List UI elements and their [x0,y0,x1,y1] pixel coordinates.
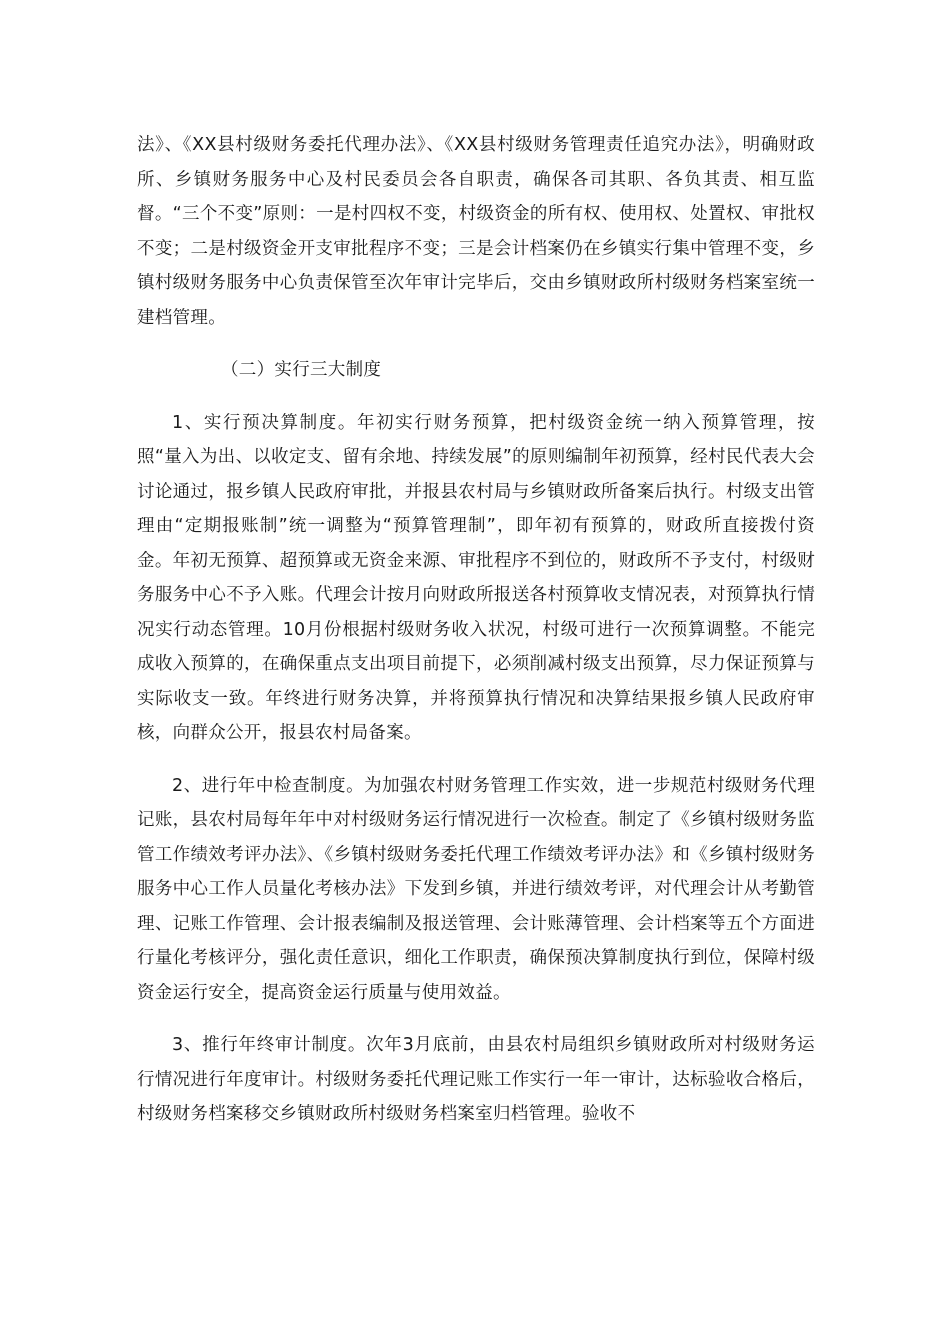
document-body [137,128,815,1150]
paragraph-yearend-audit: 3、推行年终审计制度。次年3月底前，由县农村局组织乡镇财政所对村级财务运行情况进行年度审计。村级财务委托代理记账工作实行一年一审计，达标验收合格后，村级财务档案移交乡镇财政所村级财务档案室归档管理。验收不 [137,1035,815,1124]
paragraph-midyear-inspection: 2、进行年中检查制度。为加强农村财务管理工作实效，进一步规范村级财务代理记账，县农村局每年年中对村级财务运行情况进行一次检查。制定了《乡镇村级财务监管工作绩效考评办法》、《乡镇村级财务委托代理工作绩效考评办法》和《乡镇村级财务服务中心工作人员量化考核办法》下发到乡镇，并进行绩效考评，对代理会计从考勤管理、记账工作管理、会计报表编制及报送管理、会计账薄管理、会计档案等五个方面进行量化考核评分，强化责任意识，细化工作职责，确保预决算制度执行到位，保障村级资金运行安全，提高资金运行质量与使用效益。 [137,775,815,1003]
paragraph-budget-system: 1、实行预决算制度。年初实行财务预算，把村级资金统一纳入预算管理，按照“量入为出、以收定支、留有余地、持续发展”的原则编制年初预算，经村民代表大会讨论通过，报乡镇人民政府审批，并报县农村局与乡镇财政所备案后执行。村级支出管理由“定期报账制”统一调整为“预算管理制”，即年初有预算的，财政所直接拨付资金。年初无预算、超预算或无资金来源、审批程序不到位的，财政所不予支付，村级财务服务中心不予入账。代理会计按月向财政所报送各村预算收支情况表，对预算执行情况实行动态管理。10月份根据村级财务收入状况，村级可进行一次预算调整。不能完成收入预算的，在确保重点支出项目前提下，必须削减村级支出预算，尽力保证预算与实际收支一致。年终进行财务决算，并将预算执行情况和决算结果报乡镇人民政府审核，向群众公开，报县农村局备案。 [137,412,815,743]
paragraph-continued: 法》、《XX县村级财务委托代理办法》、《XX县村级财务管理责任追究办法》，明确财政所、乡镇财务服务中心及村民委员会各自职责，确保各司其职、各负其责、相互监督。“三个不变”原则：一是村四权不变，村级资金的所有权、使用权、处置权、审批权不变；二是村级资金开支审批程序不变；三是会计档案仍在乡镇实行集中管理不变，乡镇村级财务服务中心负责保管至次年审计完毕后，交由乡镇财政所村级财务档案室统一建档管理。 [137,135,815,328]
section-heading: （二）实行三大制度 [221,360,382,380]
